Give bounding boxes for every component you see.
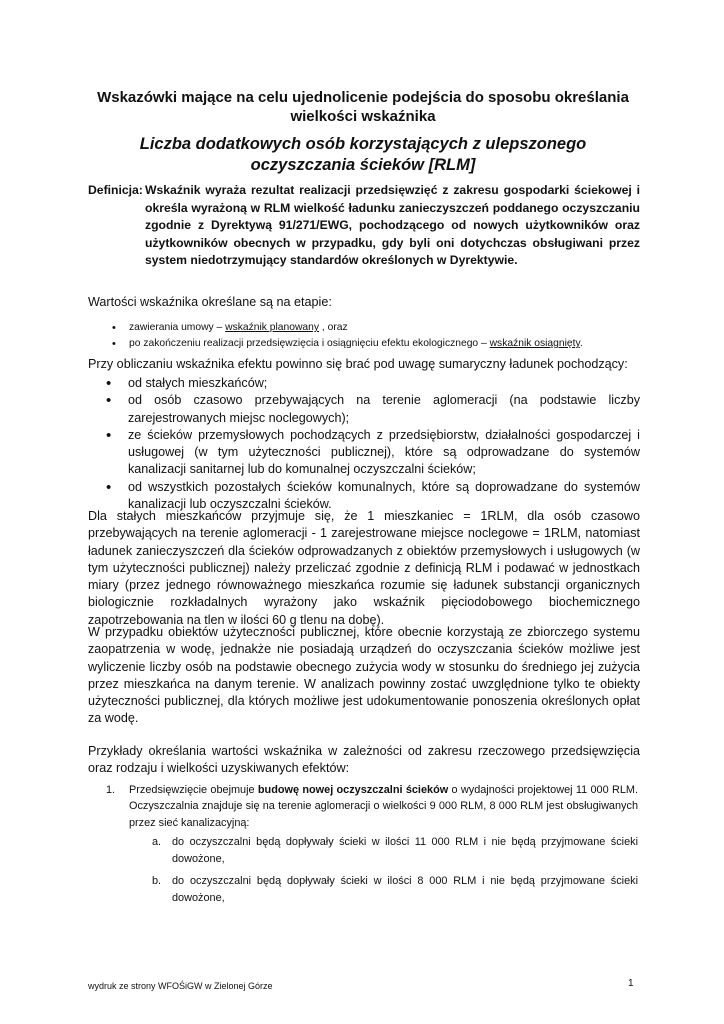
document-title: Wskazówki mające na celu ujednolicenie podejścia do sposobu określania wielkości wskaźnika [97,89,629,125]
definition-label: Definicja: [88,183,143,197]
example-bold: budowę nowej oczyszczalni ścieków [257,784,449,796]
list-item [112,336,642,352]
stages-list [112,320,642,352]
load-intro: Przy obliczaniu wskaźnika efektu powinno się brać pod uwagę sumaryczny ładunek pochodzący: [88,357,628,371]
example-text-part: o wydajności projektowej 11 000 RLM. Oczyszczalnia znajduje się na terenie aglomeracji o wielkości 9 000 RLM, 8 000 RLM jest obsługiwanych przez sieć kanalizacyjną: [129,784,638,829]
example-text-part: Przedsięwzięcie obejmuje [129,784,258,796]
sub-item-letter: a. [152,836,162,848]
list-item: • od osób czasowo przebywających na terenie aglomeracji (na podstawie liczby zarejestrowanych miejsc noclegowych); [106,392,640,427]
footer-source: wydruk ze strony WFOŚiGW w Zielonej Górze [88,981,273,991]
definition-text: Wskaźnik wyraża rezultat realizacji przedsięwzięć z zakresu gospodarki ściekowej i określa wyrażoną w RLM wielkość ładunku zanieczyszczeń poddanego oczyszczaniu zgodnie z Dyrektywą 91/271/EWG, pochodzącego od nowych użytkowników oraz użytkowników obecnych w przypadku, gdy byli oni dotychczas obsługiwani przez system niedotrzymujący standardów określonych w Dyrektywie. [145,183,640,267]
list-item: • od stałych mieszkańców; [106,375,640,392]
list-item: • ze ścieków przemysłowych pochodzących z przedsiębiorstw, działalności gospodarczej i usługowej (w tym użyteczności publicznej), które są odprowadzane do systemów kanalizacji sanitarnej lub do komunalnej oczyszczalni ścieków; [106,427,640,479]
list-item [112,320,642,336]
stage-text: , oraz [319,322,348,333]
examples-intro: Przykłady określania wartości wskaźnika w zależności od zakresu rzeczowego przedsięwzięcia oraz rodzaju i wielkości uzyskiwanych efektów: [88,744,640,776]
paragraph-public-buildings: W przypadku obiektów użyteczności publicznej, które obecnie korzystają ze zbiorczego systemu zaopatrzenia w wodę, jednakże nie posiadają urządzeń do oczyszczania ścieków możliwe jest wyliczenie liczby osób na podstawie obecnego zużycia wody w stosunku do średniego jej zużycia przez mieszkańca na danym terenie. W analizach powinny zostać uwzględnione tylko te obiekty użyteczności publicznej, dla których możliwe jest udokumentowanie ponoszenia określonych opłat za wodę. [88,625,640,726]
stage-text: zawierania umowy – [129,322,226,333]
stage-text: po zakończeniu realizacji przedsięwzięcia i osiągnięciu efektu ekologicznego – [129,338,490,349]
achieved-indicator-link: wskaźnik osiągnięty [489,338,580,349]
sub-item-text: do oczyszczalni będą dopływały ścieki w ilości 8 000 RLM i nie będą przyjmowane ścieki dowożone, [172,875,638,905]
indicator-name: Liczba dodatkowych osób korzystających z ulepszonego oczyszczania ścieków [RLM] [139,135,587,174]
stage-text: . [579,338,583,349]
load-sources-list [106,375,640,513]
page-number: 1 [628,978,634,989]
paragraph-residents: Dla stałych mieszkańców przyjmuje się, że 1 mieszkaniec = 1RLM, dla osób czasowo przebywających na terenie aglomeracji - 1 zarejestrowane miejsce noclegowe = 1RLM, natomiast ładunek zanieczyszczeń dla ścieków odprowadzanych z obiektów przemysłowych i usługowych (w tym użyteczności publicznej) należy przeliczać zgodnie z definicją RLM i podawać w jednostkach miary (przez jednego równoważnego mieszkańca rozumie się ładunek substancji organicznych biologicznie rozkładalnych wyrażony jako wskaźnik pięciodobowego biochemicznego zapotrzebowania na tlen w ilości 60 g tlenu na dobę). [88,509,640,627]
stages-intro: Wartości wskaźnika określane są na etapie: [88,295,332,309]
example-number: 1. [106,784,116,796]
sub-item-letter: b. [152,875,162,887]
example-text [129,782,638,831]
list-item: • od wszystkich pozostałych ścieków komunalnych, które są doprowadzane do systemów kanalizacji lub oczyszczalni ścieków. [106,479,640,514]
planned-indicator-link: wskaźnik planowany [225,322,320,333]
sub-item-text: do oczyszczalni będą dopływały ścieki w ilości 11 000 RLM i nie będą przyjmowane ścieki dowożone, [172,836,638,866]
